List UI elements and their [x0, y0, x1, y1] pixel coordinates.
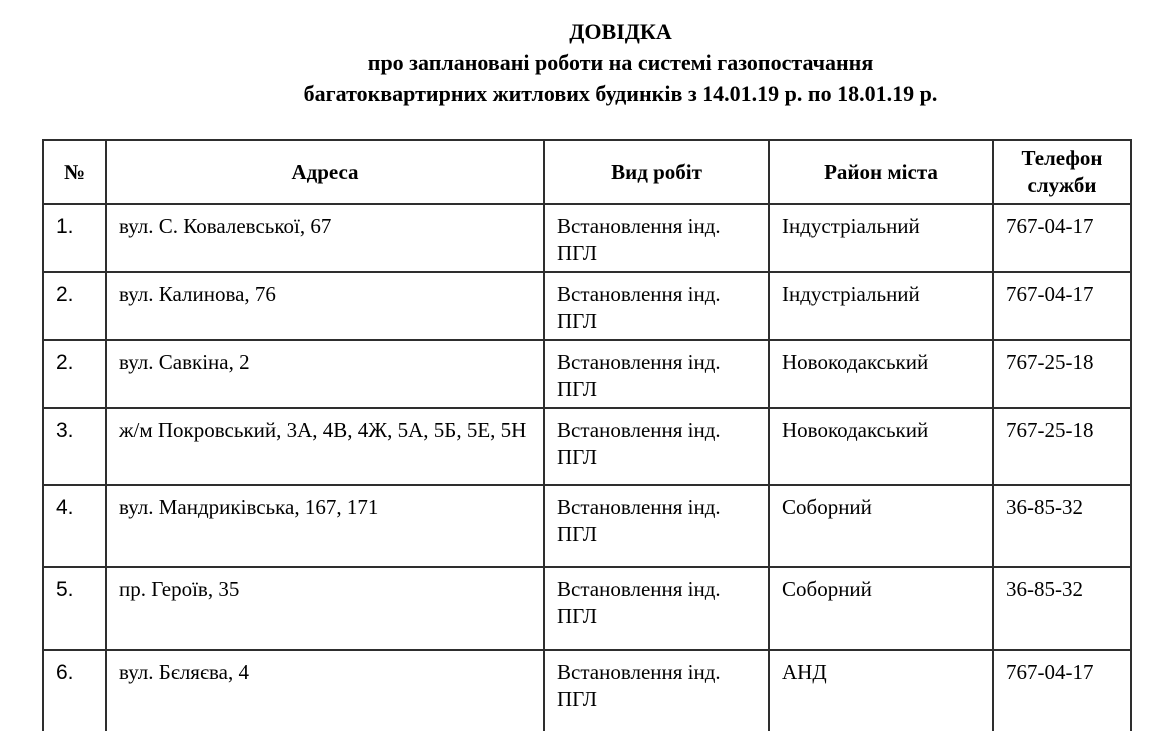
- table-row: [43, 485, 1131, 567]
- district-cell: Новокодакський: [769, 408, 993, 485]
- phone-cell: 36-85-32: [993, 567, 1131, 650]
- work-type-cell: Встановлення інд. ПГЛ: [544, 567, 769, 650]
- header-work-type: Вид робіт: [544, 140, 769, 204]
- header-address: Адреса: [106, 140, 544, 204]
- header-phone: Телефон служби: [993, 140, 1131, 204]
- header-district: Район міста: [769, 140, 993, 204]
- address-cell: вул. Мандриківська, 167, 171: [106, 485, 544, 567]
- phone-cell: 767-25-18: [993, 408, 1131, 485]
- phone-cell: 767-04-17: [993, 272, 1131, 340]
- address-cell: вул. Калинова, 76: [106, 272, 544, 340]
- row-number-cell: 3.: [43, 408, 106, 485]
- phone-cell: 767-25-18: [993, 340, 1131, 408]
- table-row: [43, 567, 1131, 650]
- address-cell: вул. С. Ковалевської, 67: [106, 204, 544, 272]
- district-cell: Соборний: [769, 567, 993, 650]
- district-cell: Індустріальний: [769, 272, 993, 340]
- address-cell: вул. Савкіна, 2: [106, 340, 544, 408]
- work-type-cell: Встановлення інд. ПГЛ: [544, 340, 769, 408]
- phone-cell: 767-04-17: [993, 204, 1131, 272]
- row-number-cell: 4.: [43, 485, 106, 567]
- table-row: [43, 340, 1131, 408]
- title-line-2: про заплановані роботи на системі газопостачання: [367, 50, 874, 75]
- district-cell: Соборний: [769, 485, 993, 567]
- row-number-cell: 1.: [43, 204, 106, 272]
- district-cell: Новокодакський: [769, 340, 993, 408]
- header-number: №: [43, 140, 106, 204]
- address-cell: пр. Героїв, 35: [106, 567, 544, 650]
- table-row: [43, 272, 1131, 340]
- phone-cell: 36-85-32: [993, 485, 1131, 567]
- phone-cell: 767-04-17: [993, 650, 1131, 731]
- table-row: [43, 650, 1131, 731]
- document-title: [72, 16, 1169, 109]
- table-row: [43, 204, 1131, 272]
- work-type-cell: Встановлення інд. ПГЛ: [544, 485, 769, 567]
- row-number-cell: 2.: [43, 340, 106, 408]
- row-number-cell: 2.: [43, 272, 106, 340]
- table-row: [43, 408, 1131, 485]
- work-type-cell: Встановлення інд. ПГЛ: [544, 204, 769, 272]
- address-cell: ж/м Покровський, 3А, 4В, 4Ж, 5А, 5Б, 5Е, 5Н: [106, 408, 544, 485]
- row-number-cell: 6.: [43, 650, 106, 731]
- title-line-1: ДОВІДКА: [569, 19, 672, 44]
- work-type-cell: Встановлення інд. ПГЛ: [544, 650, 769, 731]
- district-cell: Індустріальний: [769, 204, 993, 272]
- title-line-3: багатоквартирних житлових будинків з 14.01.19 р. по 18.01.19 р.: [303, 81, 938, 106]
- work-type-cell: Встановлення інд. ПГЛ: [544, 272, 769, 340]
- district-cell: АНД: [769, 650, 993, 731]
- address-cell: вул. Бєляєва, 4: [106, 650, 544, 731]
- table-header-row: [43, 140, 1131, 204]
- planned-works-table: [42, 139, 1132, 731]
- work-type-cell: Встановлення інд. ПГЛ: [544, 408, 769, 485]
- row-number-cell: 5.: [43, 567, 106, 650]
